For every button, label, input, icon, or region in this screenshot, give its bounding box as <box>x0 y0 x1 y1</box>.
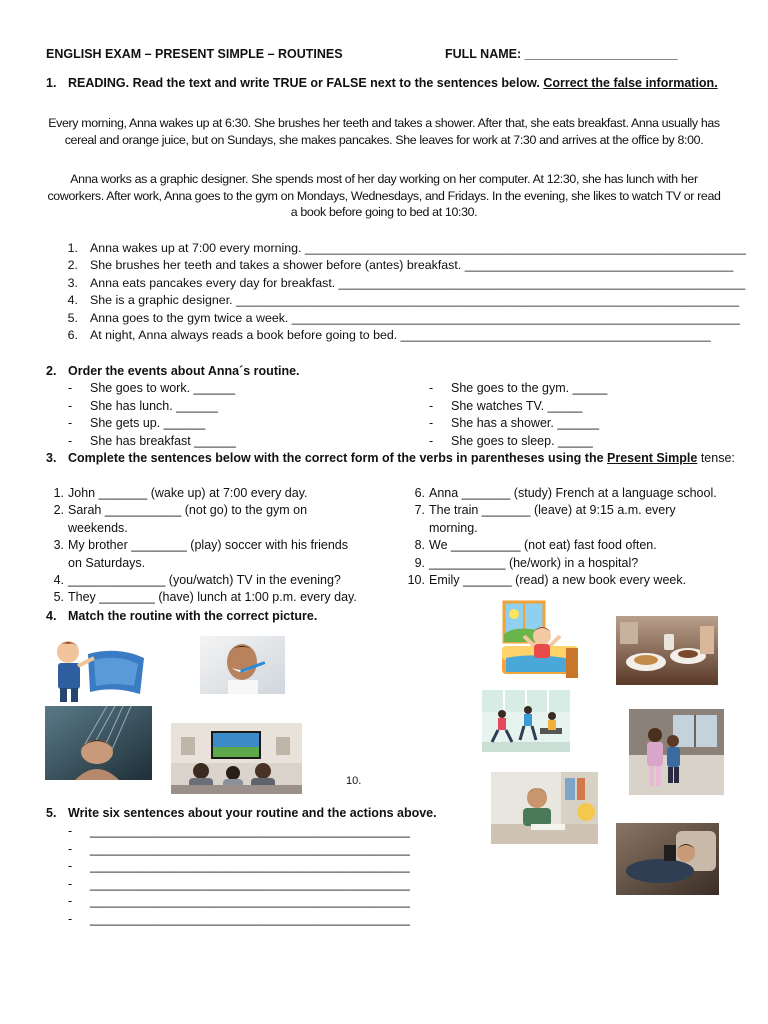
reading-paragraph-2: Anna works as a graphic designer. She spends most of her day working on her computer. At 12:30, she has lunch with her coworkers. After work, Anna goes to the gym on Mondays, Wednesdays, and Fridays. In the evening, she likes to watch TV or read a book before going to bed at 10:30. <box>47 172 721 219</box>
picture-studying[interactable] <box>491 772 598 844</box>
q1-number: 1. <box>46 76 57 90</box>
q1-instruction-underlined: Correct the false information. <box>543 76 718 90</box>
q3-instruction <box>68 451 735 465</box>
verb-sentence[interactable]: They ________ (have) lunch at 1:00 p.m. every day. <box>68 590 357 605</box>
q2-number: 2. <box>46 364 57 378</box>
verb-item-number: 10. <box>407 573 425 587</box>
stray-number: 10. <box>346 775 362 787</box>
q5-number: 5. <box>46 806 57 820</box>
full-name-field[interactable]: FULL NAME: ______________________ <box>445 47 678 61</box>
verb-item-number: 8. <box>414 538 425 553</box>
writing-dash: - <box>68 876 73 891</box>
picture-waking-up[interactable] <box>496 598 586 687</box>
q3-instruction-text: Complete the sentences below with the correct form of the verbs in parentheses using the <box>68 451 604 465</box>
tf-item[interactable]: At night, Anna always reads a book before going to bed. _____________________________________________ <box>90 328 711 342</box>
verb-item-number: 2. <box>53 503 64 518</box>
tf-item-number: 2. <box>67 258 78 273</box>
q4-instruction: Match the routine with the correct picture. <box>68 609 318 623</box>
tf-item-number: 1. <box>67 241 78 255</box>
verb-sentence[interactable]: ______________ (you/watch) TV in the evening? <box>68 573 341 587</box>
tf-item-number: 5. <box>67 310 78 325</box>
order-dash: - <box>68 433 73 448</box>
tf-item-number: 3. <box>67 275 78 290</box>
tf-item-number: 6. <box>67 328 78 342</box>
picture-getting-dressed[interactable] <box>48 636 146 704</box>
verb-item-number: 9. <box>414 555 425 570</box>
verb-sentence[interactable]: weekends. <box>68 520 128 535</box>
q3-instruction-underlined: Present Simple <box>607 451 698 465</box>
order-dash: - <box>68 416 73 430</box>
q2-instruction: Order the events about Anna´s routine. <box>68 364 300 378</box>
verb-sentence[interactable]: ___________ (he/work) in a hospital? <box>429 555 639 570</box>
verb-sentence[interactable]: John _______ (wake up) at 7:00 every day. <box>68 486 308 500</box>
order-event[interactable]: She has breakfast ______ <box>90 433 236 448</box>
picture-breakfast[interactable] <box>616 616 718 685</box>
verb-item-number: 7. <box>414 503 425 518</box>
verb-sentence[interactable]: morning. <box>429 520 478 535</box>
picture-watching-tv[interactable] <box>171 723 302 794</box>
writing-dash: - <box>68 894 73 908</box>
order-dash: - <box>68 381 73 395</box>
verb-item-number: 6. <box>414 486 425 500</box>
writing-dash: - <box>68 824 73 838</box>
writing-dash: - <box>68 859 73 873</box>
order-dash: - <box>68 398 73 413</box>
picture-brushing-teeth[interactable] <box>200 636 285 694</box>
order-event[interactable]: She goes to the gym. _____ <box>451 381 608 395</box>
picture-going-to-school[interactable] <box>629 709 724 795</box>
picture-relaxing[interactable] <box>616 823 719 895</box>
writing-line[interactable]: ______________________________________________ <box>90 841 410 856</box>
verb-sentence[interactable]: We __________ (not eat) fast food often. <box>429 538 657 553</box>
tf-item[interactable]: She is a graphic designer. _________________________________________________________________________ <box>90 293 740 308</box>
writing-line[interactable]: ______________________________________________ <box>90 859 410 873</box>
order-event[interactable]: She has a shower. ______ <box>451 416 600 430</box>
verb-sentence[interactable]: Emily _______ (read) a new book every week. <box>429 573 687 587</box>
writing-line[interactable]: ______________________________________________ <box>90 824 410 838</box>
writing-line[interactable]: ______________________________________________ <box>90 876 410 891</box>
exam-title: ENGLISH EXAM – PRESENT SIMPLE – ROUTINES <box>46 47 343 61</box>
order-dash: - <box>429 398 434 413</box>
verb-sentence[interactable]: Sarah ___________ (not go) to the gym on <box>68 503 308 518</box>
picture-shower[interactable] <box>45 706 152 780</box>
q5-instruction: Write six sentences about your routine and the actions above. <box>68 806 437 820</box>
order-event[interactable]: She goes to sleep. _____ <box>451 433 593 448</box>
verb-item-number: 3. <box>53 538 64 553</box>
order-event[interactable]: She watches TV. _____ <box>451 398 583 413</box>
tf-item[interactable]: Anna goes to the gym twice a week. _________________________________________________________________ <box>90 310 740 325</box>
picture-gym[interactable] <box>482 690 570 752</box>
verb-sentence[interactable]: Anna _______ (study) French at a language school. <box>429 486 717 500</box>
q1-instruction-text: READING. Read the text and write TRUE or FALSE next to the sentences below. <box>68 76 540 90</box>
verb-sentence[interactable]: on Saturdays. <box>68 555 146 570</box>
order-event[interactable]: She has lunch. ______ <box>90 398 218 413</box>
tf-item[interactable]: She brushes her teeth and takes a shower before (antes) breakfast. _______________________________________ <box>90 258 734 273</box>
verb-sentence[interactable]: My brother ________ (play) soccer with his friends <box>68 538 348 553</box>
writing-dash: - <box>68 841 73 856</box>
reading-paragraph-1: Every morning, Anna wakes up at 6:30. She brushes her teeth and takes a shower. After that, she eats breakfast. Anna usually has cereal and orange juice, but on Sundays, she makes pancakes. She leaves for work at 7:30 and arrives at the office by 8:00. <box>48 116 720 147</box>
tf-item[interactable]: Anna eats pancakes every day for breakfast. ___________________________________________________________ <box>90 275 746 290</box>
order-event[interactable]: She gets up. ______ <box>90 416 206 430</box>
q1-instruction <box>68 76 718 90</box>
q3-instruction-end: tense: <box>700 451 735 465</box>
order-dash: - <box>429 433 434 448</box>
tf-item-number: 4. <box>67 293 78 308</box>
order-dash: - <box>429 381 434 395</box>
writing-dash: - <box>68 911 73 926</box>
q3-number: 3. <box>46 451 57 465</box>
verb-sentence[interactable]: The train _______ (leave) at 9:15 a.m. every <box>429 503 676 518</box>
order-dash: - <box>429 416 434 430</box>
order-event[interactable]: She goes to work. ______ <box>90 381 236 395</box>
writing-line[interactable]: ______________________________________________ <box>90 911 410 926</box>
writing-line[interactable]: ______________________________________________ <box>90 894 410 908</box>
verb-item-number: 4. <box>53 573 64 587</box>
verb-item-number: 5. <box>53 590 64 605</box>
verb-item-number: 1. <box>53 486 64 500</box>
q4-number: 4. <box>46 609 57 623</box>
tf-item[interactable]: Anna wakes up at 7:00 every morning. ________________________________________________________________ <box>90 241 746 255</box>
